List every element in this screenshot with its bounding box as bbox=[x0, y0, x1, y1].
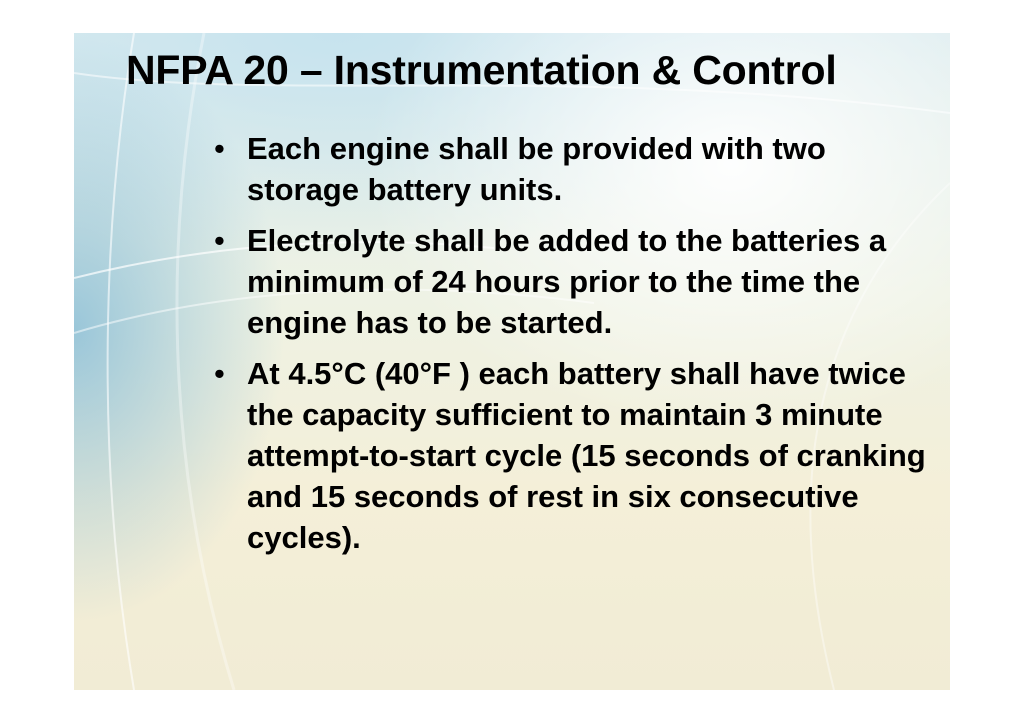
bullet-item bbox=[214, 128, 934, 210]
bullet-item bbox=[214, 353, 934, 558]
bullet-item bbox=[214, 220, 934, 343]
bullet-list bbox=[214, 128, 934, 568]
bullet-marker: • bbox=[214, 223, 225, 258]
bullet-marker: • bbox=[214, 131, 225, 166]
slide-title: NFPA 20 – Instrumentation & Control bbox=[126, 47, 837, 93]
bullet-text: At 4.5°C (40°F ) each battery shall have twice the capacity sufficient to maintain 3 minute attempt-to-start cycle (15 seconds of cranking and 15 seconds of rest in six consecutive cycles). bbox=[247, 356, 926, 555]
bullet-text: Each engine shall be provided with two storage battery units. bbox=[247, 131, 826, 207]
slide bbox=[74, 33, 950, 690]
bullet-marker: • bbox=[214, 356, 225, 391]
bullet-text: Electrolyte shall be added to the batteries a minimum of 24 hours prior to the time the engine has to be started. bbox=[247, 223, 887, 340]
